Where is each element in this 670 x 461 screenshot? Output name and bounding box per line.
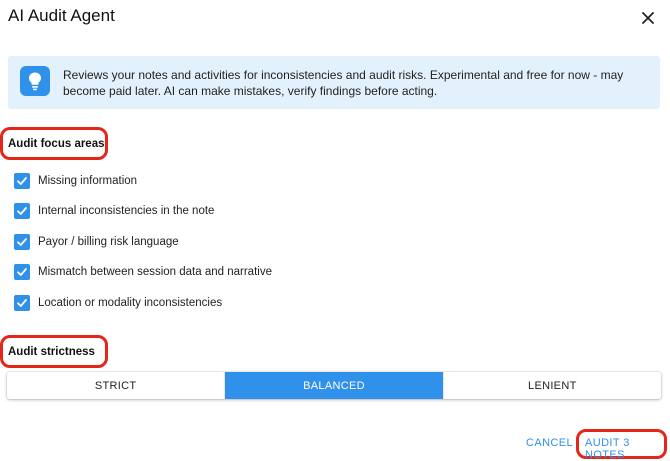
lightbulb-icon xyxy=(20,66,50,96)
checkbox-label: Payor / billing risk language xyxy=(38,236,179,248)
focus-item-internal-inconsistencies[interactable] xyxy=(14,202,214,220)
dialog-title: AI Audit Agent xyxy=(8,6,115,25)
check-icon xyxy=(16,266,28,278)
focus-item-location-modality[interactable] xyxy=(14,294,222,312)
check-icon xyxy=(16,205,28,217)
check-icon xyxy=(16,297,28,309)
checkbox[interactable] xyxy=(14,173,30,189)
checkbox[interactable] xyxy=(14,203,30,219)
strictness-option-lenient[interactable]: LENIENT xyxy=(444,372,661,399)
close-button[interactable] xyxy=(638,8,658,28)
check-icon xyxy=(16,236,28,248)
checkbox-label: Internal inconsistencies in the note xyxy=(38,205,215,217)
focus-item-missing-information[interactable] xyxy=(14,172,137,190)
strictness-option-balanced[interactable]: BALANCED xyxy=(225,372,443,399)
checkbox[interactable] xyxy=(14,295,30,311)
strictness-toggle-group xyxy=(7,372,661,399)
focus-areas-label: Audit focus areas xyxy=(8,138,105,150)
checkbox[interactable] xyxy=(14,234,30,250)
strictness-label: Audit strictness xyxy=(8,346,95,358)
check-icon xyxy=(16,175,28,187)
cancel-button[interactable]: CANCEL xyxy=(526,437,574,449)
focus-item-session-narrative-mismatch[interactable] xyxy=(14,263,272,281)
checkbox-label: Location or modality inconsistencies xyxy=(38,297,223,309)
info-text: Reviews your notes and activities for inconsistencies and audit risks. Experimental and free for now - may become paid later. AI can make mistakes, verify findings before acting. xyxy=(63,68,624,98)
info-banner xyxy=(8,56,660,109)
checkbox-label: Mismatch between session data and narrative xyxy=(38,266,272,278)
audit-notes-button[interactable]: AUDIT 3 NOTES xyxy=(585,437,630,461)
checkbox-label: Missing information xyxy=(38,175,138,187)
strictness-option-strict[interactable]: STRICT xyxy=(7,372,225,399)
checkbox[interactable] xyxy=(14,264,30,280)
focus-item-payor-billing-risk[interactable] xyxy=(14,233,179,251)
close-icon xyxy=(638,8,658,28)
